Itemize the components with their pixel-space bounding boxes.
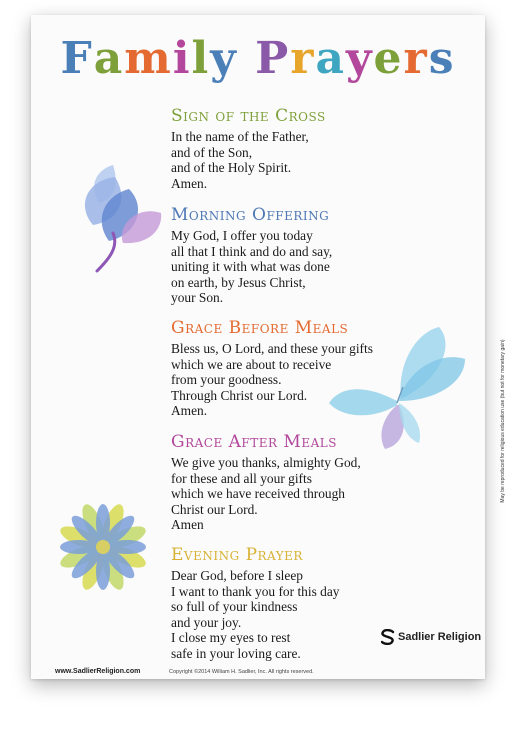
prayer-heading: Morning Offering bbox=[171, 205, 330, 225]
prayer-grace-before-meals bbox=[171, 318, 471, 419]
reproduction-notice: May be reproduced for religious education use (but not for monetary gain) bbox=[500, 339, 506, 503]
title-letter: F bbox=[60, 33, 94, 84]
prayer-sign-of-the-cross bbox=[171, 106, 471, 191]
prayer-line: and of the Son, bbox=[171, 144, 253, 160]
prayer-line: which we are about to receive bbox=[171, 356, 332, 372]
prayer-line: Bless us, O Lord, and these your gifts bbox=[171, 341, 373, 356]
prayer-line: Amen. bbox=[171, 403, 208, 419]
leaf-icon bbox=[79, 163, 171, 275]
title-letter: s bbox=[428, 33, 456, 84]
title-letter: e bbox=[373, 33, 404, 84]
prayer-line: for these and all your gifts bbox=[171, 470, 312, 486]
title-letter bbox=[238, 37, 255, 81]
prayer-text bbox=[171, 228, 471, 306]
logo-text: Sadlier Religion bbox=[398, 631, 482, 643]
prayer-line: Amen bbox=[171, 517, 204, 533]
sadlier-s-icon bbox=[381, 629, 395, 645]
prayer-line: on earth, by Jesus Christ, bbox=[171, 274, 306, 290]
prayer-line: I close my eyes to rest bbox=[171, 630, 291, 646]
prayer-line: We give you thanks, almighty God, bbox=[171, 455, 361, 470]
prayer-line: uniting it with what was done bbox=[171, 259, 330, 275]
poster-title bbox=[31, 33, 485, 84]
prayer-line: which we have received through bbox=[171, 486, 346, 502]
prayer-line: Dear God, before I sleep bbox=[171, 568, 303, 583]
footer-copyright: Copyright ©2014 William H. Sadlier, Inc. All rights reserved. bbox=[169, 669, 314, 675]
title-letter: r bbox=[403, 33, 429, 84]
prayer-grace-after-meals bbox=[171, 432, 471, 533]
title-letter: m bbox=[124, 33, 173, 84]
title-letter: P bbox=[255, 33, 291, 84]
prayer-text bbox=[171, 129, 471, 191]
prayer-heading: Sign of the Cross bbox=[171, 106, 326, 126]
prayer-line: Through Christ our Lord. bbox=[171, 387, 308, 403]
prayer-line: from your goodness. bbox=[171, 372, 282, 388]
title-letter: y bbox=[210, 33, 238, 84]
footer-url[interactable]: www.SadlierReligion.com bbox=[55, 668, 141, 675]
sadlier-logo bbox=[381, 629, 481, 645]
title-letter: a bbox=[93, 33, 125, 84]
prayer-line: Amen. bbox=[171, 175, 208, 191]
prayer-line: and your joy. bbox=[171, 614, 242, 630]
prayer-line: In the name of the Father, bbox=[171, 129, 309, 144]
prayer-text bbox=[171, 455, 471, 533]
prayer-heading: Grace Before Meals bbox=[171, 318, 349, 338]
prayer-line: safe in your loving care. bbox=[171, 645, 301, 661]
prayer-line: all that I think and do and say, bbox=[171, 243, 333, 259]
title-letter: y bbox=[345, 33, 374, 84]
prayer-line: My God, I offer you today bbox=[171, 228, 313, 243]
prayer-line: so full of your kindness bbox=[171, 599, 298, 615]
prayer-poster bbox=[31, 15, 506, 679]
prayer-line: your Son. bbox=[171, 290, 224, 306]
prayer-heading: Grace After Meals bbox=[171, 432, 337, 452]
title-letter: l bbox=[191, 33, 211, 84]
prayer-line: Christ our Lord. bbox=[171, 501, 258, 517]
prayer-text bbox=[171, 568, 471, 662]
title-letter: i bbox=[172, 33, 192, 84]
title-letter: r bbox=[290, 33, 316, 84]
prayer-morning-offering bbox=[171, 205, 471, 306]
flower-icon bbox=[55, 499, 151, 595]
title-letter: a bbox=[315, 33, 346, 84]
prayer-heading: Evening Prayer bbox=[171, 545, 303, 565]
prayer-line: I want to thank you for this day bbox=[171, 583, 340, 599]
prayer-line: and of the Holy Spirit. bbox=[171, 160, 292, 176]
prayer-text bbox=[171, 341, 471, 419]
